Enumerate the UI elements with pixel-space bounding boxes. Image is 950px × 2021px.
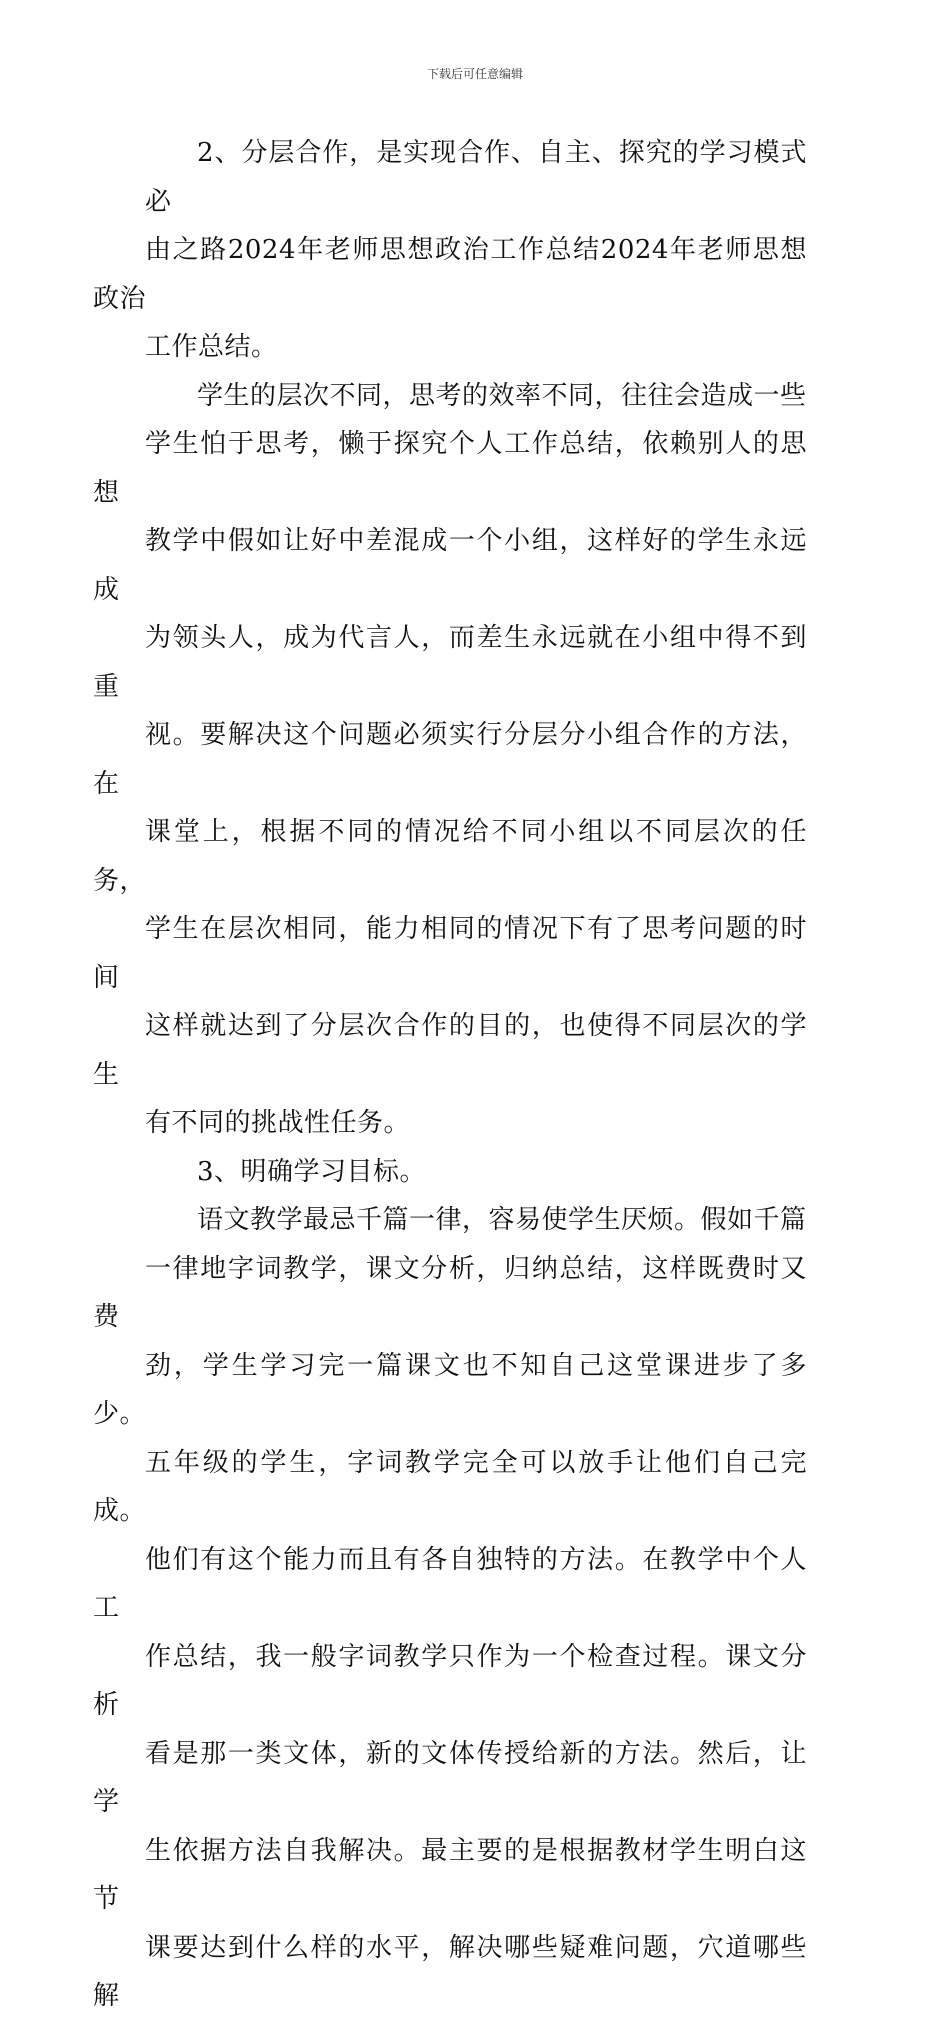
text-line: 课要达到什么样的水平，解决哪些疑难问题，穴道哪些解 [93,1932,807,2011]
text-line: 这样就达到了分层次合作的目的，也使得不同层次的学生 [93,1011,807,1090]
text-line: 2、分层合作，是实现合作、自主、探究的学习模式必 [145,138,807,217]
text-line: 劲，学生学习完一篇课文也不知自己这堂课进步了多少。 [93,1350,807,1429]
text-line: 教学中假如让好中差混成一个小组，这样好的学生永远成 [93,526,807,605]
page-header: 下载后可任意编辑 [426,67,523,81]
text-line: 看是那一类文体，新的文体传授给新的方法。然后，让学 [93,1738,807,1817]
text-line: 由之路2024年老师思想政治工作总结2024年老师思想政治 [93,235,807,314]
text-line: 3、明确学习目标。 [197,1156,427,1187]
paragraph-2 [93,372,807,1148]
text-line: 有不同的挑战性任务。 [145,1108,411,1138]
paragraph-1 [93,129,807,372]
text-line: 一律地字词教学，课文分析，归纳总结，这样既费时又费 [93,1253,807,1332]
document-body [93,129,807,2021]
text-line: 学生的层次不同，思考的效率不同，往往会造成一些 [197,380,807,411]
text-line: 生依据方法自我解决。最主要的是根据教材学生明白这节 [93,1835,807,1914]
paragraph-3 [145,1148,807,1197]
text-line: 语文教学最忌千篇一律，容易使学生厌烦。假如千篇 [197,1205,807,1235]
text-line: 学生在层次相同，能力相同的情况下有了思考问题的时间 [93,914,807,993]
text-line: 为领头人，成为代言人，而差生永远就在小组中得不到重 [93,623,807,702]
text-line: 视。要解决这个问题必须实行分层分小组合作的方法，在 [93,720,807,799]
text-line: 他们有这个能力而且有各自独特的方法。在教学中个人工 [93,1544,807,1623]
text-line: 工作总结。 [145,332,278,362]
text-line: 五年级的学生，字词教学完全可以放手让他们自己完成。 [93,1447,807,1526]
text-line: 作总结，我一般字词教学只作为一个检查过程。课文分析 [93,1641,807,1720]
text-line: 课堂上，根据不同的情况给不同小组以不同层次的任务， [93,817,807,896]
paragraph-4 [93,1196,807,2021]
text-line: 学生怕于思考，懒于探究个人工作总结，依赖别人的思想 [93,429,807,508]
